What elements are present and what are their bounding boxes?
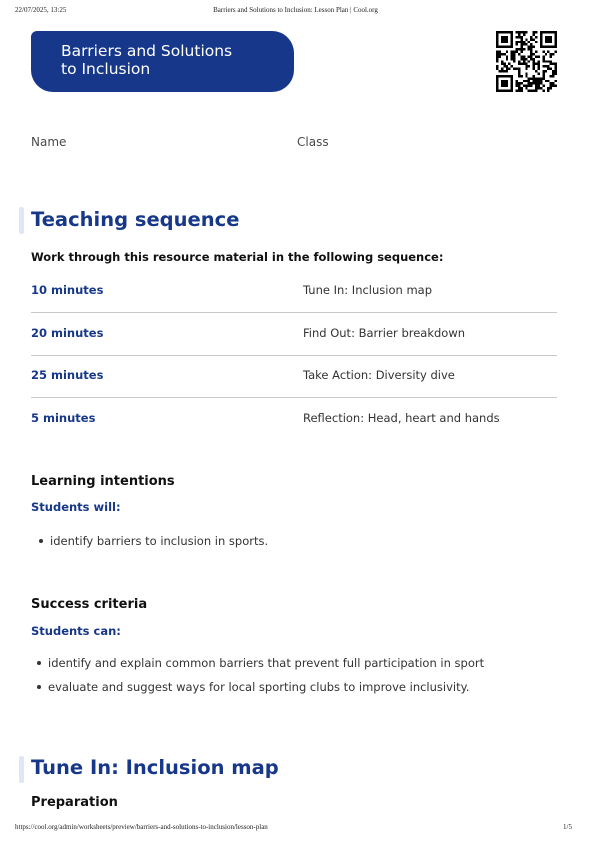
page-title-line-2: to Inclusion (61, 60, 151, 78)
bullet-icon (37, 661, 41, 665)
sequence-row (31, 269, 557, 313)
print-footer (0, 823, 591, 835)
page-number: 1/5 (563, 823, 572, 831)
section-marker (19, 756, 24, 783)
teaching-sequence-heading: Teaching sequence (31, 208, 240, 231)
print-url: https://cool.org/admin/worksheets/preview/barriers-and-solutions-to-inclusion/lesson-plan (15, 823, 268, 831)
page-title-line-1: Barriers and Solutions (61, 42, 233, 60)
name-field-label: Name (31, 135, 67, 149)
students-will-label: Students will: (31, 500, 121, 514)
sequence-row (31, 312, 557, 356)
print-datetime: 22/07/2025, 13:25 (15, 6, 67, 14)
class-field-label: Class (297, 135, 329, 149)
sequence-intro: Work through this resource material in the following sequence: (31, 250, 444, 264)
sequence-row (31, 397, 557, 440)
qr-code-icon (496, 31, 557, 92)
preparation-heading: Preparation (31, 795, 118, 810)
list-item: evaluate and suggest ways for local sporting clubs to improve inclusivity. (37, 680, 469, 694)
sequence-duration: 20 minutes (31, 326, 104, 340)
sequence-activity: Take Action: Diversity dive (303, 368, 455, 382)
learning-intentions-heading: Learning intentions (31, 474, 175, 489)
print-doc-title: Barriers and Solutions to Inclusion: Lesson Plan | Cool.org (213, 6, 378, 14)
sequence-activity: Reflection: Head, heart and hands (303, 411, 500, 425)
list-item: identify barriers to inclusion in sports. (39, 534, 268, 548)
success-criteria-heading: Success criteria (31, 597, 148, 612)
section-marker (19, 207, 24, 234)
sequence-activity: Tune In: Inclusion map (303, 283, 432, 297)
sequence-activity: Find Out: Barrier breakdown (303, 326, 466, 340)
title-banner (31, 31, 294, 92)
sequence-row (31, 354, 557, 398)
sequence-duration: 25 minutes (31, 368, 104, 382)
bullet-icon (37, 685, 41, 689)
list-item: identify and explain common barriers that prevent full participation in sport (37, 656, 484, 670)
tune-in-heading: Tune In: Inclusion map (31, 756, 279, 779)
print-header (0, 6, 591, 18)
sequence-duration: 10 minutes (31, 283, 104, 297)
bullet-icon (39, 539, 43, 543)
sequence-duration: 5 minutes (31, 411, 96, 425)
students-can-label: Students can: (31, 624, 121, 638)
